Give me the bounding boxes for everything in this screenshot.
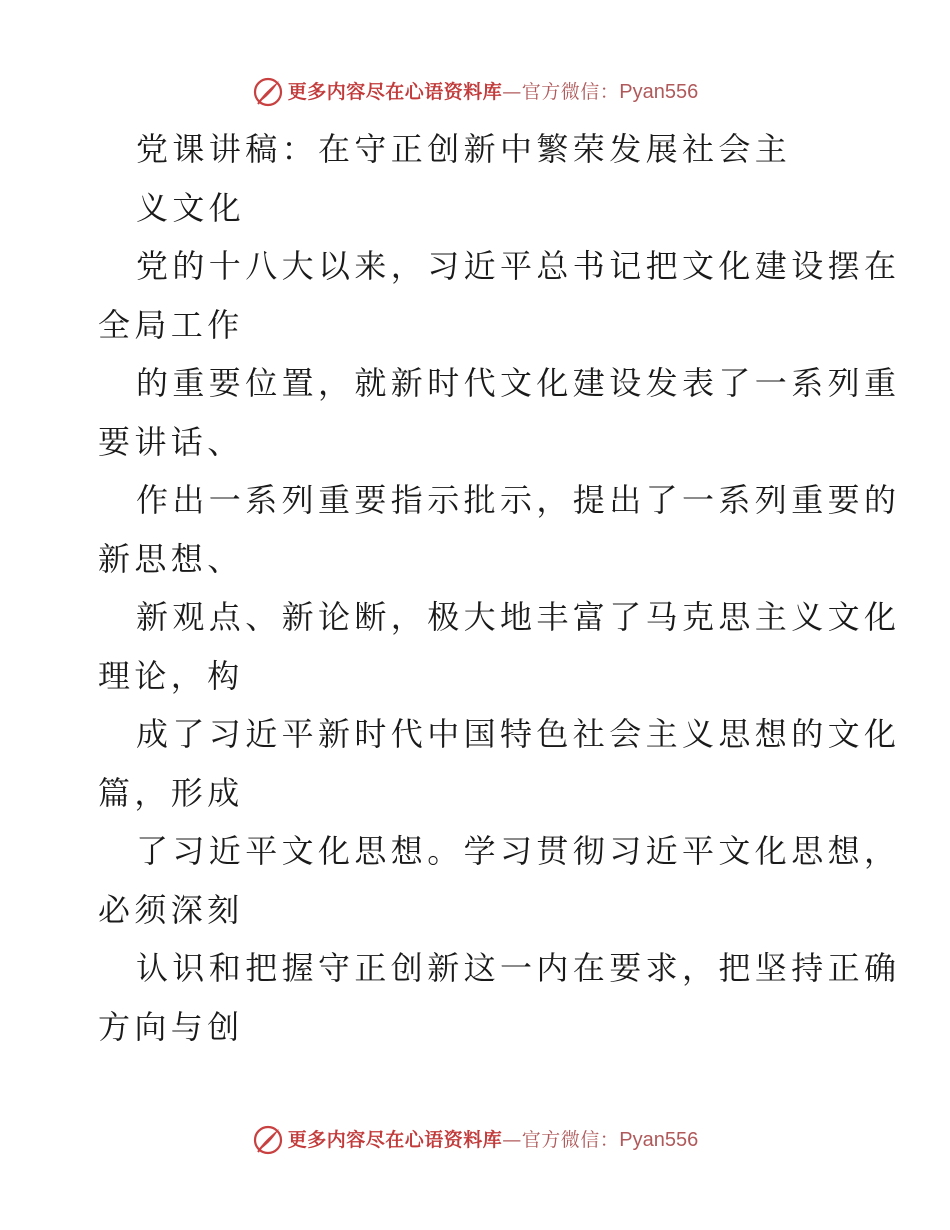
banner-wechat-id: Pyan556 xyxy=(619,1129,699,1151)
text-line: 党的十八大以来，习近平总书记把文化建设摆在 xyxy=(136,247,901,285)
text-line: 新观点、新论断，极大地丰富了马克思主义文化 xyxy=(136,598,901,636)
text-line: 全局工作 xyxy=(98,305,244,344)
banner-text: 更多内容尽在心语资料库 xyxy=(287,1128,503,1151)
quill-logo-icon xyxy=(252,1124,284,1156)
header-banner xyxy=(0,72,950,112)
text-line: 理论，构 xyxy=(98,656,244,695)
document-body xyxy=(98,120,901,1056)
footer-banner xyxy=(0,1120,950,1160)
banner-text: 更多内容尽在心语资料库 xyxy=(287,80,503,103)
banner-wechat-id: Pyan556 xyxy=(619,81,699,103)
banner-dash: — xyxy=(502,1128,522,1151)
text-line: 作出一系列重要指示批示，提出了一系列重要的 xyxy=(136,481,901,519)
text-line: 方向与创 xyxy=(98,1007,244,1046)
title-line: 义文化 xyxy=(136,188,246,227)
banner-dash: — xyxy=(502,80,522,103)
quill-logo-icon xyxy=(252,76,284,108)
text-line: 要讲话、 xyxy=(98,422,244,461)
banner-wechat-label: 官方微信： xyxy=(521,1128,620,1151)
text-line: 必须深刻 xyxy=(98,890,244,929)
banner-wechat-label: 官方微信： xyxy=(521,80,620,103)
text-line: 了习近平文化思想。学习贯彻习近平文化思想， xyxy=(136,832,901,870)
title-line: 党课讲稿：在守正创新中繁荣发展社会主 xyxy=(136,130,792,168)
text-line: 篇，形成 xyxy=(98,773,244,812)
text-line: 的重要位置，就新时代文化建设发表了一系列重 xyxy=(136,364,901,402)
text-line: 新思想、 xyxy=(98,539,244,578)
text-line: 成了习近平新时代中国特色社会主义思想的文化 xyxy=(136,715,901,753)
text-line: 认识和把握守正创新这一内在要求，把坚持正确 xyxy=(136,949,901,987)
